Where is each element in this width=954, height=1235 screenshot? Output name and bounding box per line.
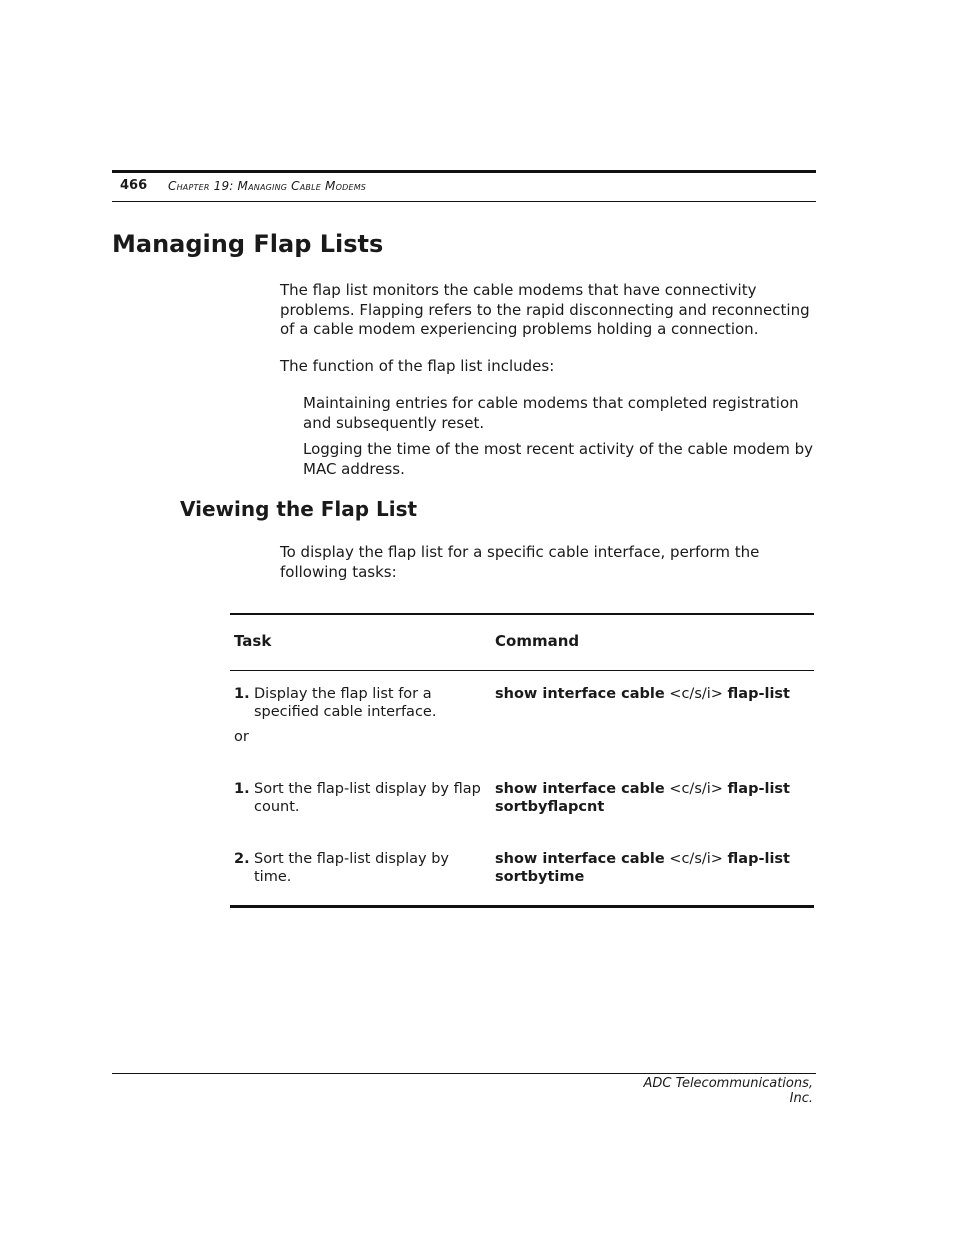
- subsection-title: Viewing the Flap List: [180, 497, 418, 521]
- subsection-intro: To display the flap list for a specific cable interface, perform the following tasks:: [280, 543, 760, 581]
- command-keyword: flap-list: [727, 781, 790, 797]
- table-top-rule: [230, 613, 814, 615]
- task-text: Display the flap list for a specified cable interface.: [254, 686, 437, 720]
- footer-rule: [112, 1073, 816, 1074]
- command-keyword: show interface cable: [495, 781, 665, 797]
- command-argument: <c/s/i>: [664, 781, 728, 797]
- page-number: 466: [120, 178, 148, 193]
- table-row-command: [495, 686, 795, 704]
- section-title: Managing Flap Lists: [112, 230, 384, 258]
- table-row-command: [495, 851, 795, 886]
- table-header-command: Command: [495, 632, 580, 650]
- task-text: Sort the flap-list display by time.: [254, 851, 449, 885]
- list-item: Logging the time of the most recent activity of the cable modem by MAC address.: [303, 440, 813, 478]
- or-text: or: [234, 729, 249, 745]
- table-row-command: [495, 781, 795, 816]
- step-number: 1.: [234, 686, 250, 702]
- header-rule-bottom: [112, 201, 816, 202]
- header-rule-top: [112, 170, 816, 173]
- command-keyword: flap-list: [727, 851, 790, 867]
- task-text: Sort the flap-list display by flap count.: [254, 781, 481, 815]
- command-keyword: show interface cable: [495, 686, 665, 702]
- command-keyword: flap-list: [727, 686, 790, 702]
- command-keyword: show interface cable: [495, 851, 665, 867]
- command-option: sortbytime: [495, 868, 585, 885]
- command-argument: <c/s/i>: [664, 686, 728, 702]
- command-option: sortbyflapcnt: [495, 798, 605, 815]
- table-header-task: Task: [234, 632, 272, 650]
- table-bottom-rule: [230, 905, 814, 908]
- table-header-rule: [230, 670, 814, 671]
- list-item: Maintaining entries for cable modems that completed registration and subsequently reset.: [303, 394, 799, 432]
- table-row-task: [234, 781, 484, 816]
- function-intro: The function of the flap list includes:: [280, 357, 555, 375]
- step-number: 1.: [234, 781, 250, 797]
- step-number: 2.: [234, 851, 250, 867]
- chapter-title: Chapter 19: Managing Cable Modems: [168, 179, 367, 193]
- table-row-task: [234, 686, 484, 721]
- command-argument: <c/s/i>: [664, 851, 728, 867]
- intro-paragraph: The flap list monitors the cable modems that have connectivity problems. Flapping refers to the rapid disconnecting and reconnecting of a cable modem experiencing problems holding a connection.: [280, 281, 810, 338]
- table-row-task: [234, 851, 484, 886]
- footer-company: ADC Telecommunications, Inc.: [643, 1076, 813, 1106]
